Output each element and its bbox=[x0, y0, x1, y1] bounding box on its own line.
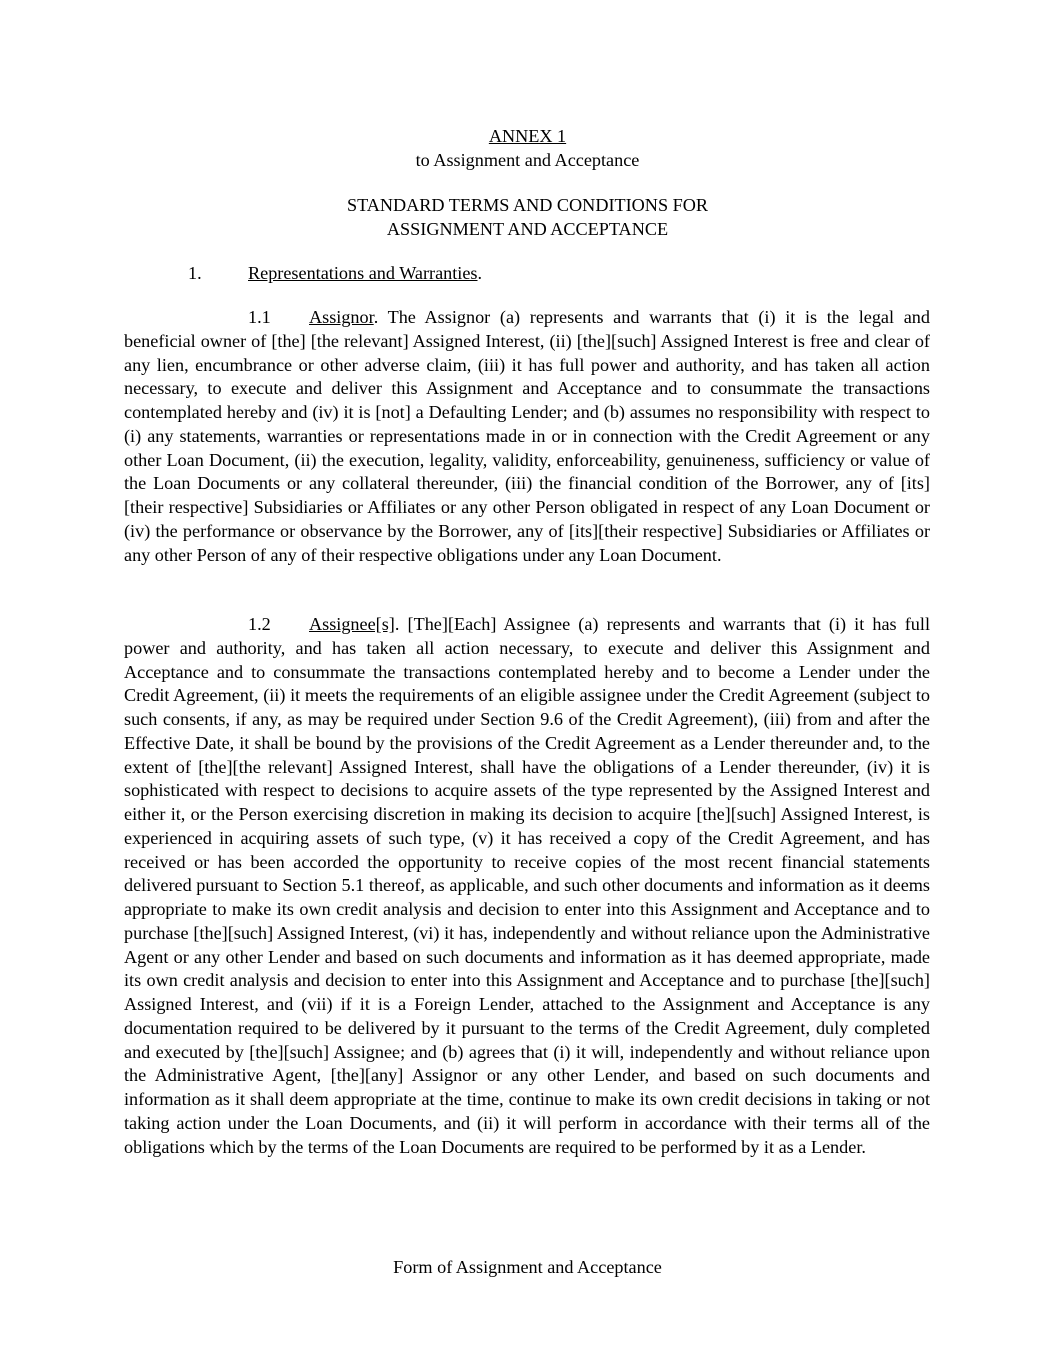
paragraph-1-2-body: [The][Each] Assignee (a) represents and warrants that (i) it has full power and authority, and has taken all action necessary, to execute and deliver this Assignment and Acceptance and to consummate the transactions contemplated hereby and to become a Lender under the Credit Agreement, (ii) it meets the requirements of an eligible assignee under the Credit Agreement (subject to such consents, if any, as may be required under Section 9.6 of the Credit Agreement), (iii) from and after the Effective Date, it shall be bound by the provisions of the Credit Agreement as a Lender thereunder and, to the extent of [the][the relevant] Assigned Interest, shall have the obligations of a Lender thereunder, (iv) it is sophisticated with respect to decisions to acquire assets of the type represented by the Assigned Interest and either it, or the Person exercising discretion in making its decision to acquire [the][such] Assigned Interest, is experienced in acquiring assets of such type, (v) it has received a copy of the Credit Agreement, and has received or has been accorded the opportunity to receive copies of the most recent financial statements delivered pursuant to Section 5.1 thereof, as applicable, and such other documents and information as it deems appropriate to make its own credit analysis and decision to enter into this Assignment and Acceptance and to purchase [the][such] Assigned Interest, (vi) it has, independently and without reliance upon the Administrative Agent or any other Lender and based on such documents and information as it has deemed appropriate, made its own credit analysis and decision to enter into this Assignment and Acceptance and to purchase [the][such] Assigned Interest, and (vii) if it is a Foreign Lender, attached to the Assignment and Acceptance is any documentation required to be delivered by it pursuant to the terms of the Credit Agreement, duly completed and executed by [the][such] Assignee; and (b) agrees that (i) it will, independently and without reliance upon the Administrative Agent, [the][any] Assignor or any other Lender, and based on such documents and information as it shall deem appropriate at the time, continue to make its own credit decisions in taking or not taking action under the Loan Documents, and (ii) it will perform in accordance with their terms all of the obligations which by the terms of the Loan Documents are required to be performed by it as a Lender. bbox=[124, 614, 930, 1157]
section-1-title: Representations and Warranties bbox=[248, 263, 478, 283]
paragraph-1-1 bbox=[124, 306, 930, 567]
annex-title-line bbox=[0, 125, 1055, 149]
paragraph-1-1-number: 1.1 bbox=[248, 307, 271, 327]
paragraph-1-2-number: 1.2 bbox=[248, 614, 271, 634]
section-1-title-period: . bbox=[477, 263, 483, 283]
document-title-line-1: STANDARD TERMS AND CONDITIONS FOR bbox=[347, 195, 708, 215]
document-title-line-2: ASSIGNMENT AND ACCEPTANCE bbox=[386, 219, 669, 239]
section-1-number: 1. bbox=[188, 263, 202, 283]
paragraph-1-1-heading-period: . bbox=[373, 307, 379, 327]
section-1-heading bbox=[188, 262, 482, 286]
page-footer: Form of Assignment and Acceptance bbox=[393, 1257, 662, 1277]
annex-subtitle: to Assignment and Acceptance bbox=[415, 150, 640, 170]
annex-title: ANNEX 1 bbox=[488, 126, 567, 146]
paragraph-1-2 bbox=[124, 613, 930, 1159]
paragraph-1-1-heading: Assignor bbox=[309, 307, 374, 327]
paragraph-1-1-body: The Assignor (a) represents and warrants that (i) it is the legal and beneficial owner of [the] [the relevant] Assigned Interest, (ii) [the][such] Assigned Interest is free and clear of any lien, encumbrance or other adverse claim, (iii) it has full power and authority, and has taken all action necessary, to execute and deliver this Assignment and Acceptance and to consummate the transactions contemplated hereby and (iv) it is [not] a Defaulting Lender; and (b) assumes no responsibility with respect to (i) any statements, warranties or representations made in or in connection with the Credit Agreement or any other Loan Document, (ii) the execution, legality, validity, enforceability, genuineness, sufficiency or value of the Loan Documents or any collateral thereunder, (iii) the financial condition of the Borrower, any of [its][their respective] Subsidiaries or Affiliates or any other Person obligated in respect of any Loan Document or (iv) the performance or observance by the Borrower, any of [its][their respective] Subsidiaries or Affiliates or any other Person of any of their respective obligations under any Loan Document. bbox=[124, 307, 930, 565]
paragraph-1-2-heading-period: . bbox=[394, 614, 400, 634]
paragraph-1-2-heading: Assignee[s] bbox=[309, 614, 395, 634]
